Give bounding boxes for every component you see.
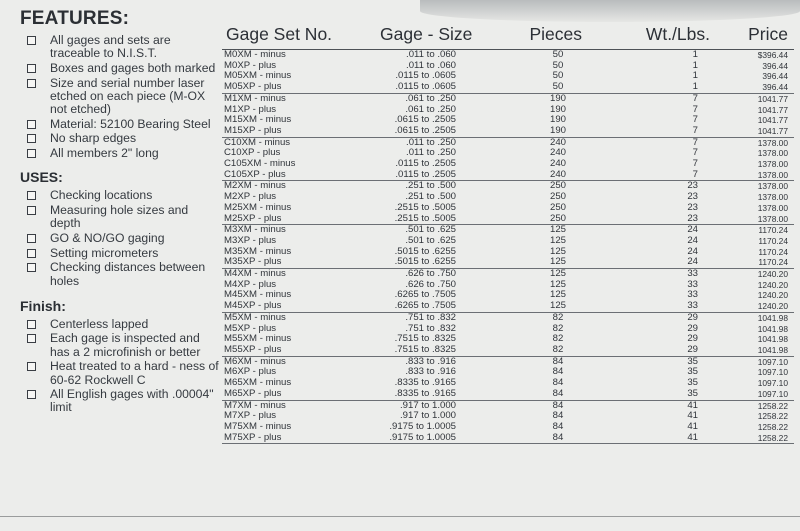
cell-gage-set: M15XP - plus: [222, 126, 354, 137]
cell-price: 1258.22: [757, 400, 788, 411]
cell-price: 1041.77: [757, 104, 788, 115]
cell-pieces: 84: [552, 411, 564, 422]
table-row: [222, 203, 794, 214]
cell-gage-size: .626 to .750: [405, 268, 456, 280]
cell-gage-size: .8335 to .9165: [354, 389, 474, 400]
cell-pieces: 84: [474, 389, 594, 400]
table-row: [222, 61, 794, 72]
cell-weight: 23: [594, 214, 714, 225]
cell-weight: 35: [687, 367, 698, 378]
table-row: [222, 367, 794, 378]
finish-list: [20, 318, 220, 415]
table-row: [222, 214, 794, 225]
cell-pieces: 250: [474, 214, 594, 225]
cell-weight: 24: [687, 246, 698, 257]
cell-price: 1258.22: [757, 411, 788, 422]
table-row: [222, 192, 794, 203]
table-row: [222, 50, 794, 61]
uses-item: [20, 247, 220, 260]
cell-price: 1378.00: [757, 159, 788, 170]
cell-price: 1378.00: [757, 202, 788, 213]
cell-price: 1097.10: [757, 378, 788, 389]
checkbox-bullet-icon: [27, 249, 36, 258]
uses-item: [20, 204, 220, 230]
cell-gage-size: .061 to .250: [405, 93, 456, 104]
uses-list: [20, 189, 220, 287]
table-row: [222, 225, 794, 236]
cell-gage-set: M1XM - minus: [224, 93, 286, 104]
cell-pieces: 84: [552, 400, 564, 411]
cell-price: 1097.10: [714, 389, 794, 400]
cell-gage-size: .2515 to .5005: [394, 202, 456, 213]
cell-price: 396.44: [714, 82, 794, 93]
cell-pieces: 125: [549, 235, 566, 246]
cell-gage-set: M05XM - minus: [224, 71, 292, 82]
uses-item-text: Checking distances between holes: [50, 260, 206, 288]
table-row: [222, 93, 794, 104]
cell-weight: 7: [692, 137, 698, 148]
cell-gage-set: M5XM - minus: [224, 312, 286, 323]
cell-weight: 23: [687, 192, 698, 203]
table-row: [222, 82, 794, 93]
cell-pieces: 50: [552, 71, 564, 82]
cell-gage-set: M45XP - plus: [222, 301, 354, 312]
features-item-text: No sharp edges: [50, 131, 137, 146]
cell-gage-size: .0115 to .0605: [354, 82, 474, 93]
cell-gage-set: M55XP - plus: [222, 345, 354, 356]
features-item: [20, 147, 220, 160]
cell-pieces: 125: [474, 257, 594, 268]
cell-weight: 35: [594, 389, 714, 400]
features-heading: FEATURES:: [20, 8, 130, 29]
cell-pieces: 250: [549, 180, 566, 192]
checkbox-bullet-icon: [27, 390, 36, 399]
cell-pieces: 84: [474, 433, 594, 444]
table-row: [222, 312, 794, 323]
table-header-row: [222, 22, 794, 50]
cell-pieces: 84: [552, 356, 564, 367]
cell-gage-set: M6XM - minus: [224, 356, 286, 367]
cell-gage-size: .251 to .500: [405, 180, 456, 192]
cell-price: 1170.24: [714, 257, 794, 268]
uses-item-text: Checking locations: [50, 188, 153, 203]
cell-gage-size: .2515 to .5005: [354, 214, 474, 225]
uses-item-text: Setting micrometers: [50, 245, 159, 260]
cell-price: 1378.00: [757, 181, 788, 192]
cell-gage-set: M15XM - minus: [224, 115, 292, 126]
cell-price: 1240.20: [757, 290, 788, 301]
cell-pieces: 125: [549, 268, 566, 280]
cell-pieces: 240: [474, 170, 594, 181]
cell-weight: 7: [692, 93, 698, 104]
cell-weight: 7: [692, 115, 698, 126]
cell-price: 1240.20: [757, 279, 788, 290]
cell-gage-size: .751 to .832: [405, 312, 456, 323]
cell-gage-size: .751 to .832: [405, 323, 456, 334]
cell-weight: 33: [687, 290, 698, 301]
finish-item-text: Each gage is inspected and has a 2 microfinish or better: [50, 331, 201, 359]
cell-gage-set: M45XM - minus: [224, 290, 292, 301]
table-row: [222, 126, 794, 137]
cell-gage-set: M4XM - minus: [224, 268, 286, 280]
checkbox-bullet-icon: [27, 134, 36, 143]
cell-gage-set: M35XP - plus: [222, 257, 354, 268]
table-row: [222, 334, 794, 345]
cell-weight: 41: [687, 411, 698, 422]
checkbox-bullet-icon: [27, 362, 36, 371]
table-row: [222, 301, 794, 312]
cell-gage-set: M05XP - plus: [222, 82, 354, 93]
bottom-rule: [0, 516, 800, 517]
cell-gage-set: M0XP - plus: [224, 60, 277, 71]
table-row: [222, 433, 794, 444]
cell-weight: 29: [687, 312, 698, 323]
cell-weight: 23: [687, 202, 698, 213]
cell-weight: 7: [594, 126, 714, 137]
uses-item: [20, 189, 220, 202]
table-row: [222, 356, 794, 367]
cell-weight: 1: [692, 71, 698, 82]
table-row: [222, 411, 794, 422]
cell-gage-size: .833 to .916: [405, 367, 456, 378]
gage-table-wrapper: [222, 22, 800, 444]
cell-pieces: 125: [474, 301, 594, 312]
cell-price: 1041.98: [714, 345, 794, 356]
cell-pieces: 190: [549, 115, 566, 126]
cell-pieces: 250: [549, 192, 566, 203]
cell-weight: 41: [594, 433, 714, 444]
cell-pieces: 84: [552, 421, 564, 432]
cell-gage-size: .011 to .250: [406, 148, 456, 159]
cell-price: 1041.77: [714, 126, 794, 137]
table-row: [222, 389, 794, 400]
cell-pieces: 240: [549, 137, 566, 148]
cell-gage-size: .6265 to .7505: [394, 290, 456, 301]
cell-gage-size: .7515 to .8325: [354, 345, 474, 356]
checkbox-bullet-icon: [27, 206, 36, 215]
table-row: [222, 378, 794, 389]
gage-set-table: [222, 22, 794, 444]
cell-gage-size: .9175 to 1.0005: [389, 421, 456, 432]
cell-pieces: 125: [549, 279, 566, 290]
cell-gage-set: M7XP - plus: [224, 411, 277, 422]
cell-price: 1240.20: [714, 301, 794, 312]
checkbox-bullet-icon: [27, 149, 36, 158]
cell-weight: 33: [687, 268, 698, 280]
cell-weight: 23: [687, 180, 698, 192]
uses-heading: USES:: [20, 169, 63, 186]
cell-price: $396.44: [757, 50, 788, 60]
features-item: [20, 118, 220, 131]
finish-item-text: All English gages with .00004" limit: [50, 387, 214, 415]
cell-price: 1170.24: [758, 225, 788, 236]
cell-price: 1097.10: [757, 367, 788, 378]
cell-gage-size: .011 to .250: [406, 137, 456, 148]
cell-gage-set: M0XM - minus: [224, 49, 286, 60]
cell-gage-set: C105XP - plus: [222, 170, 354, 181]
cell-price: 1041.77: [757, 115, 788, 126]
cell-gage-size: .5015 to .6255: [354, 257, 474, 268]
cell-price: 1378.00: [714, 170, 794, 181]
cell-gage-size: .6265 to .7505: [354, 301, 474, 312]
table-row: [222, 105, 794, 116]
cell-pieces: 50: [474, 82, 594, 93]
cell-price: 1041.98: [757, 323, 788, 334]
cell-weight: 7: [594, 170, 714, 181]
cell-weight: 24: [594, 257, 714, 268]
cell-weight: 41: [687, 400, 698, 411]
cell-pieces: 82: [552, 323, 564, 334]
checkbox-bullet-icon: [27, 191, 36, 200]
cell-pieces: 190: [474, 126, 594, 137]
cell-gage-size: .9175 to 1.0005: [354, 433, 474, 444]
cell-price: 396.44: [762, 71, 788, 82]
cell-price: 1041.98: [757, 334, 788, 345]
cell-pieces: 82: [552, 312, 564, 323]
cell-price: 1378.00: [757, 192, 788, 203]
table-row: [222, 170, 794, 181]
features-item: [20, 34, 220, 60]
cell-pieces: 84: [552, 367, 564, 378]
table-row: [222, 280, 794, 291]
cell-gage-set: M5XP - plus: [224, 323, 277, 334]
cell-pieces: 82: [474, 345, 594, 356]
table-row: [222, 148, 794, 159]
finish-heading: Finish:: [20, 297, 66, 314]
info-column: [20, 8, 220, 416]
cell-gage-size: .011 to .060: [406, 49, 456, 60]
cell-gage-set: M65XM - minus: [224, 378, 292, 389]
header-weight: Wt./Lbs.: [594, 22, 714, 50]
cell-pieces: 125: [549, 290, 566, 301]
cell-weight: 24: [687, 235, 698, 246]
cell-gage-size: .626 to .750: [405, 279, 456, 290]
features-item: [20, 77, 220, 117]
cell-gage-set: M2XM - minus: [224, 180, 286, 192]
cell-price: 1170.24: [758, 235, 788, 246]
cell-gage-set: M3XM - minus: [224, 224, 286, 236]
cell-price: 1378.00: [757, 137, 788, 148]
cell-gage-size: .011 to .060: [406, 60, 456, 71]
header-price: Price: [714, 22, 794, 50]
cell-gage-size: .0615 to .2505: [394, 115, 456, 126]
cell-gage-size: .0615 to .2505: [354, 126, 474, 137]
cell-price: 1097.10: [757, 356, 788, 367]
cell-gage-size: .501 to .625: [405, 224, 456, 236]
cell-pieces: 50: [552, 60, 564, 71]
checkbox-bullet-icon: [27, 234, 36, 243]
uses-item-text: GO & NO/GO gaging: [50, 230, 165, 245]
cell-gage-size: .833 to .916: [405, 356, 456, 367]
cell-gage-set: M65XP - plus: [222, 389, 354, 400]
checkbox-bullet-icon: [27, 263, 36, 272]
header-gage-size: Gage - Size: [354, 22, 474, 50]
cell-gage-size: .501 to .625: [405, 235, 456, 246]
uses-item-text: Measuring hole sizes and depth: [50, 203, 189, 231]
features-item-text: Material: 52100 Bearing Steel: [50, 116, 211, 131]
table-row: [222, 400, 794, 411]
cell-gage-set: M75XP - plus: [222, 433, 354, 444]
table-row: [222, 257, 794, 268]
cell-gage-set: M35XM - minus: [224, 246, 292, 257]
cell-gage-size: .917 to 1.000: [399, 411, 456, 422]
finish-item: [20, 332, 220, 358]
cell-pieces: 240: [549, 159, 566, 170]
table-row: [222, 236, 794, 247]
cell-weight: 1: [692, 49, 698, 60]
cell-gage-set: C105XM - minus: [224, 159, 296, 170]
cell-pieces: 50: [552, 49, 564, 60]
cell-price: 1240.20: [757, 269, 788, 280]
cell-gage-set: M3XP - plus: [224, 235, 277, 246]
cell-gage-set: M75XM - minus: [224, 421, 292, 432]
cell-pieces: 125: [549, 224, 566, 236]
finish-item-text: Heat treated to a hard - ness of 60-62 Rockwell C: [50, 359, 219, 387]
table-row: [222, 115, 794, 126]
cell-weight: 1: [692, 60, 698, 71]
uses-item: [20, 232, 220, 245]
cell-pieces: 250: [549, 202, 566, 213]
cell-gage-set: M1XP - plus: [224, 104, 277, 115]
cell-gage-set: C10XP - plus: [224, 148, 281, 159]
table-row: [222, 71, 794, 82]
cell-price: 1170.24: [758, 246, 788, 257]
table-row: [222, 345, 794, 356]
cell-gage-set: M25XP - plus: [222, 214, 354, 225]
features-item-text: Size and serial number laser etched on each piece (M-OX not etched): [50, 75, 206, 117]
table-row: [222, 269, 794, 280]
table-row: [222, 247, 794, 258]
cell-pieces: 82: [552, 334, 564, 345]
checkbox-bullet-icon: [27, 334, 36, 343]
cell-pieces: 240: [549, 148, 566, 159]
header-pieces: Pieces: [474, 22, 594, 50]
finish-item-text: Centerless lapped: [50, 316, 149, 331]
page-top-shadow: [420, 0, 800, 22]
table-row: [222, 324, 794, 335]
cell-price: 1041.98: [757, 312, 788, 323]
cell-gage-set: M4XP - plus: [224, 279, 277, 290]
cell-weight: 7: [692, 148, 698, 159]
checkbox-bullet-icon: [27, 64, 36, 73]
cell-gage-size: .5015 to .6255: [394, 246, 456, 257]
features-item: [20, 62, 220, 75]
finish-item: [20, 318, 220, 331]
cell-price: 1378.00: [757, 148, 788, 159]
cell-weight: 33: [594, 301, 714, 312]
table-row: [222, 290, 794, 301]
table-row: [222, 181, 794, 192]
checkbox-bullet-icon: [27, 36, 36, 45]
uses-item: [20, 261, 220, 287]
cell-gage-set: M6XP - plus: [224, 367, 277, 378]
features-item-text: Boxes and gages both marked: [50, 60, 216, 75]
cell-gage-size: .251 to .500: [405, 192, 456, 203]
cell-gage-size: .917 to 1.000: [399, 400, 456, 411]
cell-gage-size: .8335 to .9165: [394, 378, 456, 389]
cell-gage-size: .061 to .250: [405, 104, 456, 115]
cell-gage-set: M25XM - minus: [224, 202, 292, 213]
checkbox-bullet-icon: [27, 79, 36, 88]
cell-pieces: 190: [549, 93, 566, 104]
cell-weight: 24: [687, 224, 698, 236]
cell-price: 1258.22: [714, 433, 794, 444]
table-row: [222, 159, 794, 170]
finish-item: [20, 360, 220, 386]
header-gage-set: Gage Set No.: [222, 22, 354, 50]
cell-weight: 7: [692, 159, 698, 170]
cell-price: 1258.22: [757, 421, 788, 432]
cell-price: 396.44: [762, 60, 788, 71]
cell-weight: 29: [687, 334, 698, 345]
cell-pieces: 190: [549, 104, 566, 115]
cell-weight: 33: [687, 279, 698, 290]
cell-price: 1378.00: [714, 214, 794, 225]
checkbox-bullet-icon: [27, 120, 36, 129]
checkbox-bullet-icon: [27, 320, 36, 329]
cell-price: 1041.77: [757, 93, 788, 104]
cell-gage-set: M2XP - plus: [224, 192, 277, 203]
cell-gage-size: .0115 to .2505: [395, 159, 456, 170]
finish-item: [20, 388, 220, 414]
cell-weight: 29: [687, 323, 698, 334]
features-item: [20, 132, 220, 145]
features-item-text: All gages and sets are traceable to N.I.S.T.: [50, 33, 171, 61]
cell-pieces: 125: [549, 246, 566, 257]
table-body: [222, 50, 794, 444]
cell-weight: 35: [687, 378, 698, 389]
features-item-text: All members 2" long: [50, 146, 159, 161]
cell-weight: 29: [594, 345, 714, 356]
table-row: [222, 422, 794, 433]
cell-weight: 7: [692, 104, 698, 115]
table-row: [222, 137, 794, 148]
cell-gage-set: M7XM - minus: [224, 400, 286, 411]
cell-gage-size: .7515 to .8325: [394, 334, 456, 345]
cell-gage-set: M55XM - minus: [224, 334, 292, 345]
cell-weight: 1: [594, 82, 714, 93]
cell-pieces: 84: [552, 378, 564, 389]
cell-gage-size: .0115 to .0605: [395, 71, 456, 82]
cell-gage-size: .0115 to .2505: [354, 170, 474, 181]
cell-gage-set: C10XM - minus: [224, 137, 291, 148]
cell-weight: 41: [687, 421, 698, 432]
cell-weight: 35: [687, 356, 698, 367]
features-list: [20, 34, 220, 160]
